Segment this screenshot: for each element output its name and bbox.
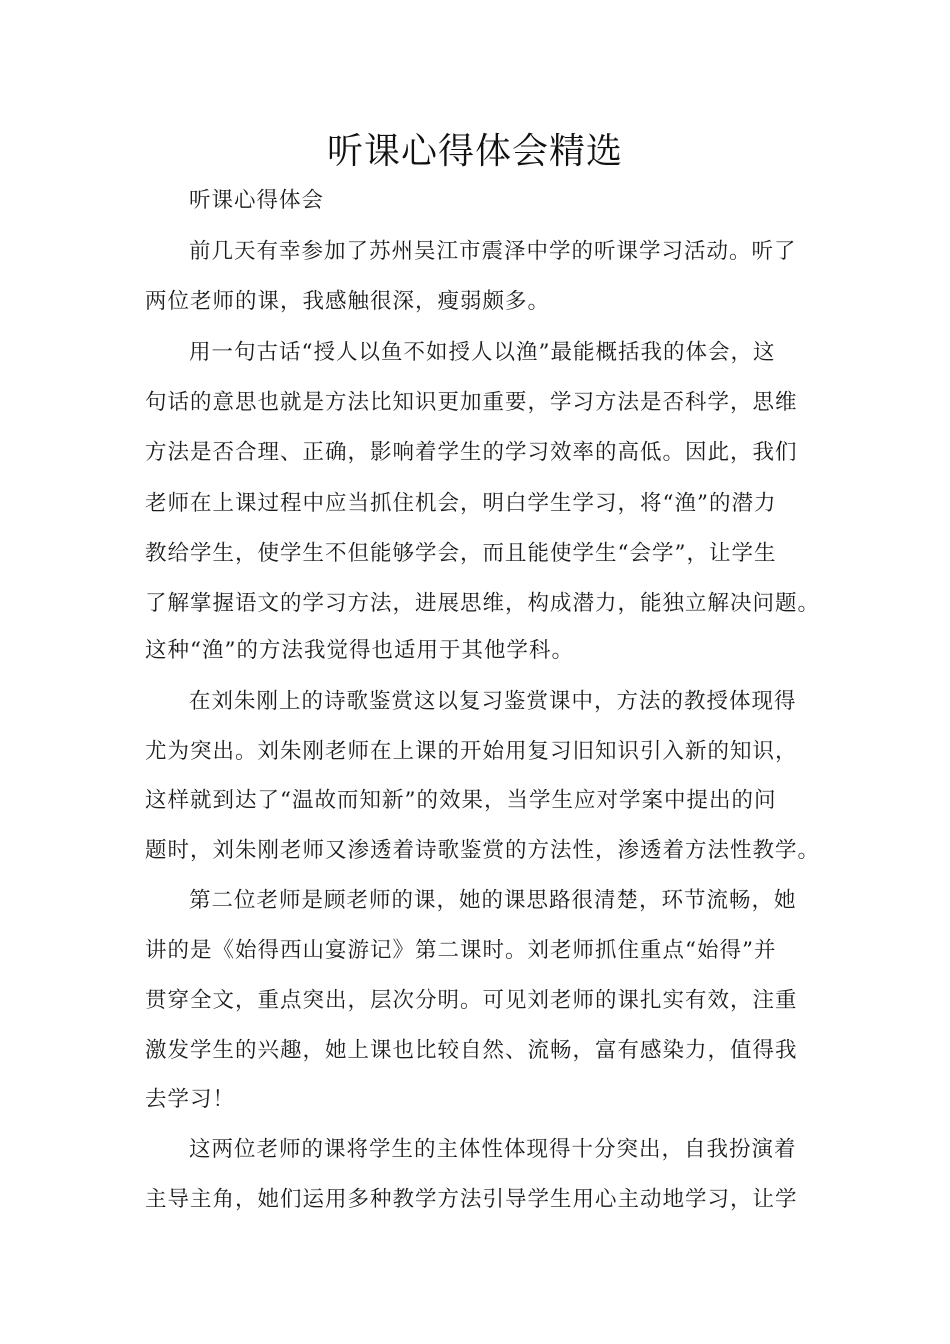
subtitle-line: 听课心得体会	[189, 188, 325, 213]
paragraph-line: 两位老师的课，我感触很深，瘦弱颇多。	[145, 289, 551, 314]
paragraph-line: 老师在上课过程中应当抓住机会，明白学生学习，将“渔”的潜力	[145, 491, 777, 516]
paragraph-line: 主导主角，她们运用多种教学方法引导学生用心主动地学习，让学	[145, 1187, 798, 1212]
paragraph-line: 贯穿全文，重点突出，层次分明。可见刘老师的课扎实有效，注重	[145, 988, 798, 1013]
paragraph-line: 这两位老师的课将学生的主体性体现得十分突出，自我扮演着	[189, 1137, 797, 1162]
paragraph-line: 讲的是《始得西山宴游记》第二课时。刘老师抓住重点“始得”并	[145, 938, 777, 963]
paragraph-line: 这样就到达了“温故而知新”的效果，当学生应对学案中提出的问	[145, 788, 777, 813]
paragraph-line: 教给学生，使学生不但能够学会，而且能使学生“会学”，让学生	[145, 541, 777, 566]
paragraph-line: 尤为突出。刘朱刚老师在上课的开始用复习旧知识引入新的知识，	[145, 739, 798, 764]
paragraph-line: 第二位老师是顾老师的课，她的课思路很清楚，环节流畅，她	[189, 888, 797, 913]
paragraph-line: 用一句古话“授人以鱼不如授人以渔”最能概括我的体会，这	[189, 340, 776, 365]
document-title: 听课心得体会精选	[326, 131, 623, 172]
paragraph-line: 去学习！	[145, 1087, 236, 1112]
paragraph-line: 这种“渔”的方法我觉得也适用于其他学科。	[145, 638, 574, 663]
paragraph-line: 前几天有幸参加了苏州吴江市震泽中学的听课学习活动。听了	[189, 239, 797, 264]
paragraph-line: 题时，刘朱刚老师又渗透着诗歌鉴赏的方法性，渗透着方法性教学。	[145, 838, 821, 863]
paragraph-line: 激发学生的兴趣，她上课也比较自然、流畅，富有感染力，值得我	[145, 1038, 798, 1063]
paragraph-line: 在刘朱刚上的诗歌鉴赏这以复习鉴赏课中，方法的教授体现得	[189, 689, 797, 714]
paragraph-line: 了解掌握语文的学习方法，进展思维，构成潜力，能独立解决问题。	[145, 591, 821, 616]
paragraph-line: 句话的意思也就是方法比知识更加重要，学习方法是否科学，思维	[145, 390, 798, 415]
paragraph-line: 方法是否合理、正确，影响着学生的学习效率的高低。因此，我们	[145, 440, 798, 465]
